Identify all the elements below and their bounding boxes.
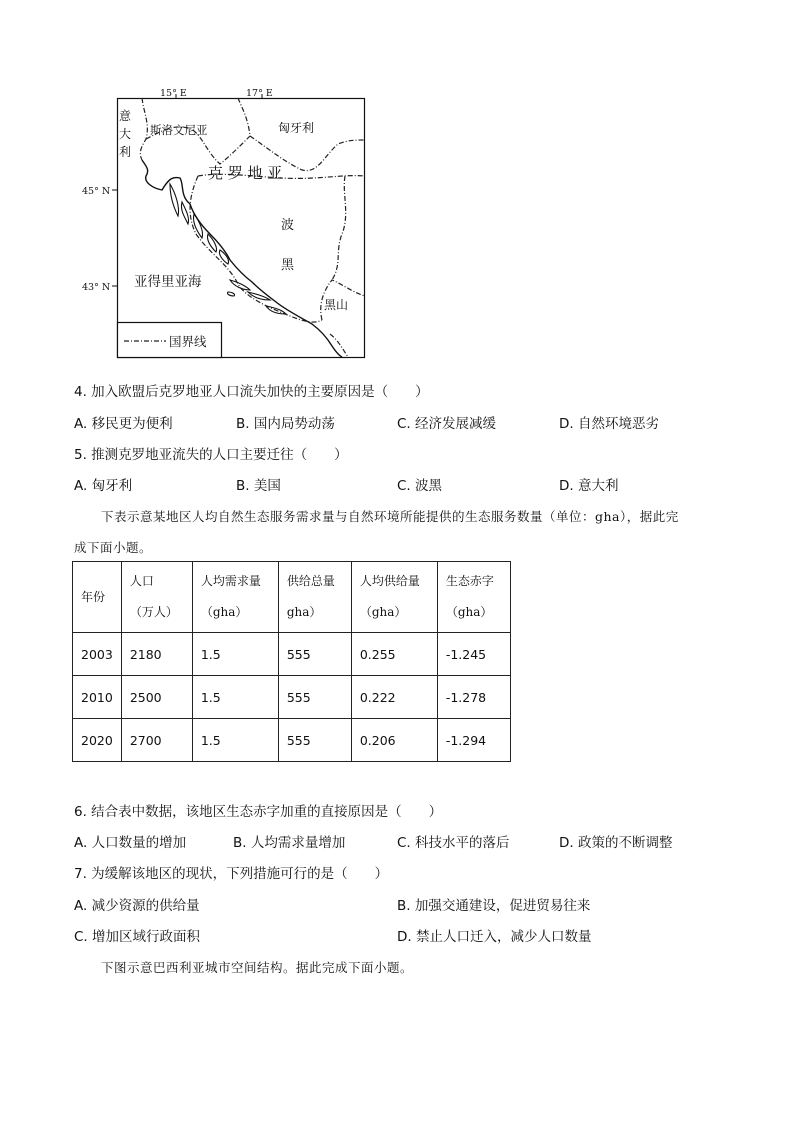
label-italy-2: 大 bbox=[119, 127, 132, 141]
lon-label-15: 15° E bbox=[160, 88, 187, 99]
table-intro-line2: 成下面小题。 bbox=[74, 540, 153, 555]
q4-option-a[interactable]: A. 移民更为便利 bbox=[74, 416, 173, 432]
table-row bbox=[73, 719, 511, 762]
header-year: 年份 bbox=[73, 562, 122, 633]
cell-demand: 1.5 bbox=[192, 676, 278, 719]
island bbox=[193, 214, 202, 238]
q4-option-c[interactable]: C. 经济发展减缓 bbox=[397, 416, 497, 432]
cell-supply: 555 bbox=[278, 633, 351, 676]
label-croatia: 克 罗 地 亚 bbox=[208, 164, 283, 182]
table-intro-line1: 下表示意某地区人均自然生态服务需求量与自然环境所能提供的生态服务数量（单位：gha），据此完 bbox=[101, 509, 679, 524]
cell-population: 2500 bbox=[121, 676, 192, 719]
q5-option-c[interactable]: C. 波黑 bbox=[397, 478, 443, 494]
cell-demand: 1.5 bbox=[192, 719, 278, 762]
cell-population: 2180 bbox=[121, 633, 192, 676]
q5-option-d[interactable]: D. 意大利 bbox=[559, 478, 619, 494]
ecology-table bbox=[72, 561, 511, 762]
label-hungary: 匈牙利 bbox=[278, 121, 315, 135]
label-slovenia: 斯洛文尼亚 bbox=[150, 123, 208, 137]
figure-intro: 下图示意巴西利亚城市空间结构。据此完成下面小题。 bbox=[101, 960, 414, 975]
island bbox=[181, 202, 188, 224]
label-italy-3: 利 bbox=[119, 145, 132, 159]
border-italy-slovenia bbox=[140, 98, 147, 160]
lat-label-43: 43° N bbox=[82, 282, 111, 293]
cell-deficit: -1.245 bbox=[437, 633, 510, 676]
border-slovenia-hungary bbox=[238, 98, 250, 136]
lat-label-45: 45° N bbox=[82, 186, 111, 197]
header-per-capita-supply: 人均供给量 （gha） bbox=[351, 562, 437, 633]
cell-year: 2020 bbox=[73, 719, 122, 762]
table-row bbox=[73, 676, 511, 719]
header-ecological-deficit: 生态赤字 （gha） bbox=[437, 562, 510, 633]
label-bosnia-1: 波 bbox=[281, 218, 295, 233]
question-7-stem: 7. 为缓解该地区的现状，下列措施可行的是（ ） bbox=[74, 866, 389, 882]
cell-year: 2010 bbox=[73, 676, 122, 719]
island bbox=[170, 184, 179, 216]
q7-option-a[interactable]: A. 减少资源的供给量 bbox=[74, 898, 200, 914]
q6-option-c[interactable]: C. 科技水平的落后 bbox=[397, 835, 510, 851]
q6-option-b[interactable]: B. 人均需求量增加 bbox=[233, 835, 346, 851]
label-italy-1: 意 bbox=[119, 109, 132, 123]
label-montenegro: 黑山 bbox=[324, 298, 349, 312]
question-5-stem: 5. 推测克罗地亚流失的人口主要迁往（ ） bbox=[74, 447, 348, 463]
q7-option-d[interactable]: D. 禁止人口迁入，减少人口数量 bbox=[397, 929, 592, 945]
island bbox=[230, 280, 250, 290]
header-population: 人口 （万人） bbox=[121, 562, 192, 633]
cell-population: 2700 bbox=[121, 719, 192, 762]
map-frame bbox=[118, 99, 365, 358]
border-montenegro-south bbox=[330, 334, 348, 357]
header-total-supply: 供给总量 gha） bbox=[278, 562, 351, 633]
q4-option-b[interactable]: B. 国内局势动荡 bbox=[236, 416, 335, 432]
cell-supply: 555 bbox=[278, 719, 351, 762]
header-per-capita-demand: 人均需求量 （gha） bbox=[192, 562, 278, 633]
border-bosnia-east bbox=[332, 176, 346, 280]
cell-per-capita-supply: 0.222 bbox=[351, 676, 437, 719]
croatia-map bbox=[80, 84, 370, 362]
q6-option-d[interactable]: D. 政策的不断调整 bbox=[559, 835, 673, 851]
cell-demand: 1.5 bbox=[192, 633, 278, 676]
cell-per-capita-supply: 0.206 bbox=[351, 719, 437, 762]
island bbox=[248, 292, 270, 300]
legend-label: 国界线 bbox=[169, 334, 207, 349]
cell-year: 2003 bbox=[73, 633, 122, 676]
cell-per-capita-supply: 0.255 bbox=[351, 633, 437, 676]
question-4-stem: 4. 加入欧盟后克罗地亚人口流失加快的主要原因是（ ） bbox=[74, 384, 429, 400]
q4-option-d[interactable]: D. 自然环境恶劣 bbox=[559, 416, 659, 432]
question-6-stem: 6. 结合表中数据，该地区生态赤字加重的直接原因是（ ） bbox=[74, 804, 443, 820]
lon-label-17: 17° E bbox=[246, 88, 273, 99]
cell-deficit: -1.278 bbox=[437, 676, 510, 719]
island bbox=[227, 292, 234, 296]
table-header-row bbox=[73, 562, 511, 633]
q6-option-a[interactable]: A. 人口数量的增加 bbox=[74, 835, 187, 851]
q7-option-c[interactable]: C. 增加区域行政面积 bbox=[74, 929, 201, 945]
q5-option-a[interactable]: A. 匈牙利 bbox=[74, 478, 133, 494]
q7-option-b[interactable]: B. 加强交通建设，促进贸易往来 bbox=[397, 898, 591, 914]
label-bosnia-2: 黑 bbox=[281, 258, 295, 273]
label-adriatic: 亚得里亚海 bbox=[134, 274, 202, 290]
table-row bbox=[73, 633, 511, 676]
cell-deficit: -1.294 bbox=[437, 719, 510, 762]
q5-option-b[interactable]: B. 美国 bbox=[236, 478, 281, 494]
cell-supply: 555 bbox=[278, 676, 351, 719]
